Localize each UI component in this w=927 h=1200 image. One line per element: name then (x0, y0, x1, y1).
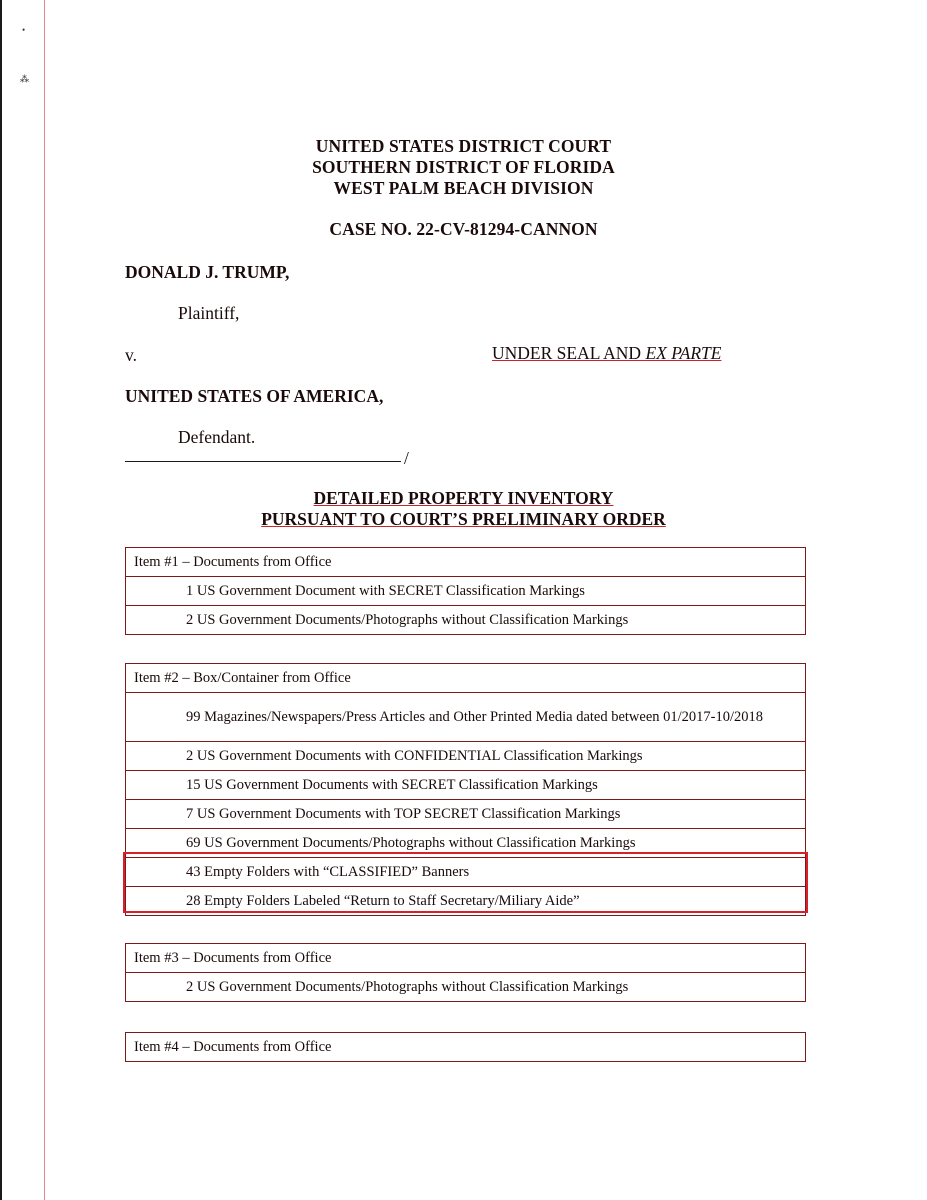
table-row (126, 742, 806, 771)
inventory-subtitle: PURSUANT TO COURT’S PRELIMINARY ORDER (261, 509, 666, 529)
item-entry: 15 US Government Documents with SECRET Classification Markings (126, 771, 806, 800)
seal-prefix: UNDER SEAL AND (492, 343, 646, 363)
plaintiff-name: DONALD J. TRUMP, (125, 262, 290, 282)
item-entry: 69 US Government Documents/Photographs without Classification Markings (126, 829, 806, 858)
scan-speck: • (22, 25, 26, 35)
table-row (126, 973, 806, 1002)
item-header: Item #3 – Documents from Office (126, 944, 806, 973)
plaintiff-role: Plaintiff, (178, 303, 240, 323)
item-header: Item #4 – Documents from Office (126, 1033, 806, 1062)
item-entry: 7 US Government Documents with TOP SECRET Classification Markings (126, 800, 806, 829)
table-row (126, 548, 806, 577)
table-row (126, 800, 806, 829)
seal-notice (492, 343, 721, 364)
item-entry: 43 Empty Folders with “CLASSIFIED” Banners (126, 858, 806, 887)
signature-line (125, 461, 401, 462)
item-entry: 99 Magazines/Newspapers/Press Articles and Other Printed Media dated between 01/2017-10/2018 (126, 693, 806, 742)
defendant-role: Defendant. (178, 427, 256, 447)
court-name: UNITED STATES DISTRICT COURT (315, 136, 612, 156)
signature-slash: / (404, 448, 409, 468)
table-row (126, 606, 806, 635)
defendant-name: UNITED STATES OF AMERICA, (125, 386, 384, 406)
table-row (126, 664, 806, 693)
inventory-title: DETAILED PROPERTY INVENTORY (313, 488, 614, 508)
item-4-table (125, 1032, 806, 1062)
item-entry: 2 US Government Documents/Photographs without Classification Markings (126, 606, 806, 635)
table-row (126, 887, 806, 916)
table-row (126, 693, 806, 742)
table-row (126, 944, 806, 973)
item-entry: 28 Empty Folders Labeled “Return to Staff Secretary/Miliary Aide” (126, 887, 806, 916)
item-header: Item #2 – Box/Container from Office (126, 664, 806, 693)
table-row (126, 829, 806, 858)
item-2-table (125, 663, 806, 916)
item-header: Item #1 – Documents from Office (126, 548, 806, 577)
court-district: SOUTHERN DISTRICT OF FLORIDA (312, 157, 615, 177)
item-1-table (125, 547, 806, 635)
court-division: WEST PALM BEACH DIVISION (333, 178, 594, 198)
seal-italic: EX PARTE (645, 343, 722, 363)
scan-speck: ⁂ (20, 74, 29, 84)
item-3-table (125, 943, 806, 1002)
table-row (126, 1033, 806, 1062)
item-entry: 2 US Government Documents with CONFIDENTIAL Classification Markings (126, 742, 806, 771)
case-number: CASE NO. 22-CV-81294-CANNON (329, 219, 598, 239)
table-row (126, 577, 806, 606)
item-entry: 1 US Government Document with SECRET Classification Markings (126, 577, 806, 606)
item-entry: 2 US Government Documents/Photographs without Classification Markings (126, 973, 806, 1002)
table-row (126, 858, 806, 887)
versus-label: v. (125, 345, 137, 365)
table-row (126, 771, 806, 800)
